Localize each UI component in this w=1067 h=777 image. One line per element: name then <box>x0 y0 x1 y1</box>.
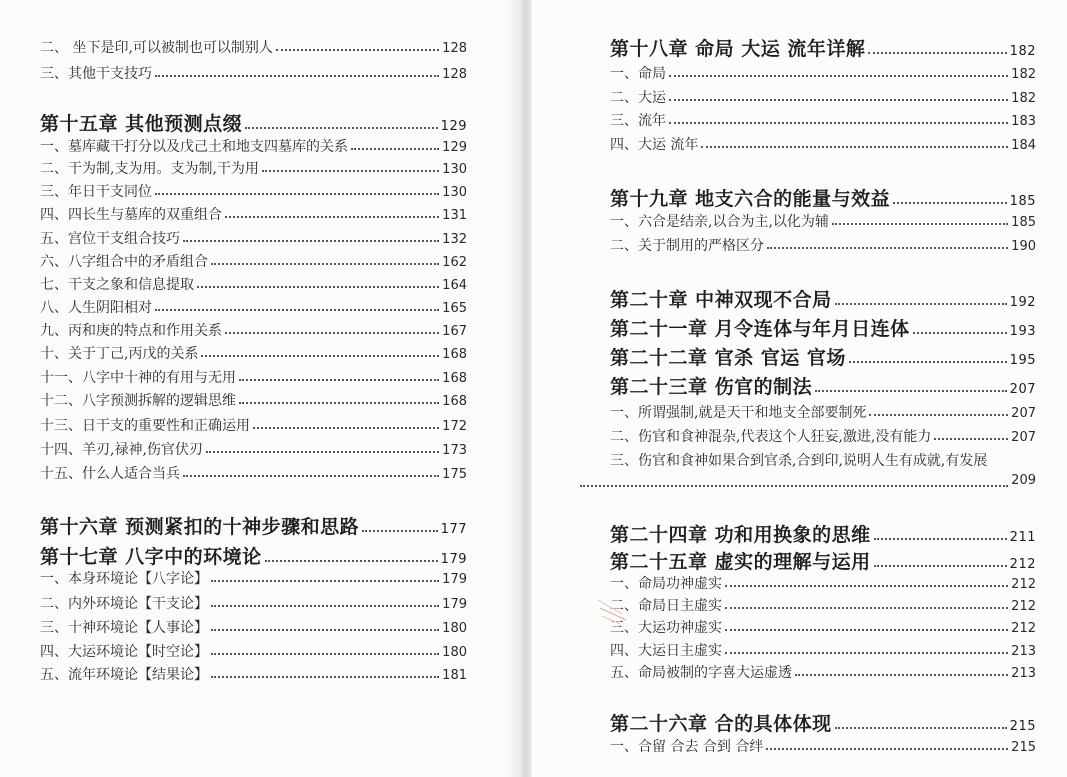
entry-title: 三、大运功神虚实 <box>610 620 722 636</box>
toc-section-entry <box>40 390 467 410</box>
page-number: 183 <box>1011 114 1036 129</box>
page-number: 190 <box>1011 239 1036 254</box>
toc-section-entry <box>40 367 467 387</box>
entry-title: 第二十三章 伤官的制法 <box>610 376 813 398</box>
entry-title: 三、十神环境论【人事论】 <box>40 620 208 636</box>
page-number: 207 <box>1011 406 1036 421</box>
dot-leader <box>155 193 439 195</box>
entry-title: 二、命局日主虚实 <box>610 598 722 614</box>
page-number: 129 <box>440 119 467 134</box>
dot-leader <box>262 170 439 172</box>
entry-title: 四、大运日主虚实 <box>610 643 722 659</box>
entry-title: 第二十五章 虚实的理解与运用 <box>610 551 871 573</box>
entry-title: 十四、羊刃,禄神,伤官伏刃 <box>40 442 203 458</box>
toc-section-entry <box>40 439 467 459</box>
right-page <box>532 0 1067 777</box>
toc-section-entry <box>40 251 467 271</box>
entry-title: 第十八章 命局 大运 流年详解 <box>610 38 866 60</box>
page-number: 128 <box>442 41 467 56</box>
toc-section-entry <box>40 63 467 83</box>
toc-section-entry <box>610 134 1036 154</box>
dot-leader <box>874 565 1007 567</box>
page-number: 215 <box>1011 740 1036 755</box>
entry-title: 三、其他干支技巧 <box>40 66 152 82</box>
dot-leader <box>669 99 1008 101</box>
dot-leader <box>725 652 1008 654</box>
dot-leader <box>211 580 439 582</box>
page-number: 179 <box>440 552 467 567</box>
entry-title: 四、四长生与墓库的双重组合 <box>40 207 222 223</box>
toc-chapter-entry <box>610 285 1036 313</box>
toc-section-entry <box>610 573 1036 593</box>
page-number: 172 <box>442 419 467 434</box>
page-number: 207 <box>1011 430 1036 445</box>
page-number: 179 <box>442 597 467 612</box>
toc-section-entry <box>610 736 1036 756</box>
page-number: 168 <box>442 347 467 362</box>
entry-title: 二、干为制,支为用。支为制,干为用 <box>40 161 259 177</box>
toc-section-entry <box>40 37 467 57</box>
dot-leader <box>832 223 1008 225</box>
dot-leader <box>766 748 1008 750</box>
page-number: 164 <box>442 278 467 293</box>
page-number: 195 <box>1009 353 1036 368</box>
toc-chapter-entry <box>40 109 467 137</box>
dot-leader <box>869 414 1008 416</box>
dot-leader <box>701 146 1008 148</box>
left-page <box>0 0 525 777</box>
page-number: 213 <box>1011 644 1036 659</box>
entry-title: 第十六章 预测紧扣的十神步骤和思路 <box>40 516 360 538</box>
entry-title: 一、本身环境论【八字论】 <box>40 571 208 587</box>
toc-section-entry <box>40 158 467 178</box>
entry-title: 十五、什么人适合当兵 <box>40 466 180 482</box>
toc-chapter-entry <box>610 709 1036 737</box>
page-number: 184 <box>1011 138 1036 153</box>
page-number: 130 <box>442 162 467 177</box>
dot-leader <box>211 263 439 265</box>
toc-section-entry <box>40 617 467 637</box>
page-number: 212 <box>1011 621 1036 636</box>
page-number: 193 <box>1009 324 1036 339</box>
toc-section-entry <box>610 235 1036 255</box>
entry-title: 四、大运环境论【时空论】 <box>40 644 208 660</box>
page-number: 212 <box>1011 577 1036 592</box>
dot-leader <box>197 286 439 288</box>
entry-title: 第十七章 八字中的环境论 <box>40 546 262 568</box>
dot-leader <box>874 538 1007 540</box>
toc-chapter-entry <box>610 184 1036 212</box>
dot-leader <box>183 475 439 477</box>
dot-leader <box>725 629 1008 631</box>
entry-title: 第二十二章 官杀 官运 官场 <box>610 347 846 369</box>
dot-leader <box>276 49 439 51</box>
dot-leader <box>669 122 1008 124</box>
toc-chapter-entry <box>610 372 1036 400</box>
pencil-mark <box>596 596 636 628</box>
entry-title: 第十九章 地支六合的能量与效益 <box>610 188 891 210</box>
entry-title: 十一、八字中十神的有用与无用 <box>40 370 236 386</box>
page-number: 165 <box>442 301 467 316</box>
dot-leader <box>934 438 1008 440</box>
entry-title: 一、命局 <box>610 66 666 82</box>
toc-section-entry <box>610 595 1036 615</box>
toc-section-entry <box>40 415 467 435</box>
page-number: 168 <box>442 394 467 409</box>
page-number: 162 <box>442 255 467 270</box>
page-number: 129 <box>442 140 467 155</box>
page-number: 213 <box>1011 666 1036 681</box>
dot-leader <box>206 451 439 453</box>
dot-leader <box>183 240 439 242</box>
entry-title: 五、宫位干支组合技巧 <box>40 231 180 247</box>
toc-section-entry <box>40 204 467 224</box>
page-number: 185 <box>1011 215 1036 230</box>
dot-leader <box>835 727 1007 729</box>
entry-title: 一、命局功神虚实 <box>610 576 722 592</box>
page-number: 212 <box>1009 557 1036 572</box>
toc-section-entry <box>610 617 1036 637</box>
dot-leader <box>767 247 1008 249</box>
dot-leader <box>351 148 439 150</box>
entry-title: 第二十章 中神双现不合局 <box>610 289 832 311</box>
toc-section-entry <box>40 181 467 201</box>
toc-chapter-entry <box>610 343 1036 371</box>
dot-leader <box>669 75 1008 77</box>
dot-leader <box>225 332 439 334</box>
dot-leader <box>815 390 1007 392</box>
page-number: 207 <box>1009 382 1036 397</box>
entry-title: 七、干支之象和信息提取 <box>40 277 194 293</box>
toc-section-entry <box>40 664 467 684</box>
entry-title: 一、墓库藏干打分以及戊己土和地支四墓库的关系 <box>40 139 348 155</box>
page-number: 132 <box>442 232 467 247</box>
dot-leader <box>239 402 439 404</box>
page-number: 182 <box>1011 91 1036 106</box>
dot-leader <box>225 216 439 218</box>
page-number: 131 <box>442 208 467 223</box>
page-number: 182 <box>1009 44 1036 59</box>
entry-title: 二、关于制用的严格区分 <box>610 238 764 254</box>
page-number: 209 <box>1011 473 1036 488</box>
entry-title: 一、所谓强制,就是天干和地支全部要制死 <box>610 405 867 421</box>
entry-title: 二、大运 <box>610 90 666 106</box>
page-number: 128 <box>442 67 467 82</box>
entry-title: 五、流年环境论【结果论】 <box>40 667 208 683</box>
toc-section-entry <box>580 473 1036 493</box>
page-number: 182 <box>1011 67 1036 82</box>
page-number: 177 <box>440 522 467 537</box>
toc-section-entry <box>40 136 467 156</box>
dot-leader <box>868 52 1006 54</box>
dot-leader <box>211 629 439 631</box>
dot-leader <box>211 676 439 678</box>
page-number: 130 <box>442 185 467 200</box>
entry-title: 二、内外环境论【干支论】 <box>40 596 208 612</box>
dot-leader <box>725 607 1008 609</box>
toc-section-entry <box>40 463 467 483</box>
toc-section-entry <box>610 402 1036 422</box>
dot-leader <box>580 485 1008 487</box>
entry-title: 第二十四章 功和用换象的思维 <box>610 524 871 546</box>
entry-title: 三、流年 <box>610 113 666 129</box>
toc-chapter-entry <box>40 512 467 540</box>
toc-entry-text <box>610 450 987 470</box>
page-number: 180 <box>442 621 467 636</box>
page-number: 215 <box>1009 719 1036 734</box>
toc-section-entry <box>610 662 1036 682</box>
dot-leader <box>253 427 439 429</box>
dot-leader <box>893 202 1007 204</box>
toc-section-entry <box>40 228 467 248</box>
entry-title: 一、合留 合去 合到 合绊 <box>610 739 764 755</box>
entry-title: 三、伤官和食神如果合到官杀,合到印,说明人生有成就,有发展 <box>610 453 988 469</box>
entry-title: 六、八字组合中的矛盾组合 <box>40 254 208 270</box>
dot-leader <box>849 361 1007 363</box>
page-number: 173 <box>442 443 467 458</box>
entry-title: 十、关于丁己,丙戊的关系 <box>40 346 199 362</box>
dot-leader <box>362 530 438 532</box>
toc-chapter-entry <box>40 542 467 570</box>
entry-title: 三、年日干支同位 <box>40 184 152 200</box>
dot-leader <box>239 379 439 381</box>
page-number: 181 <box>442 668 467 683</box>
dot-leader <box>835 303 1007 305</box>
dot-leader <box>155 309 439 311</box>
toc-section-entry <box>40 593 467 613</box>
entry-title: 第二十六章 合的具体体现 <box>610 713 832 735</box>
entry-title: 四、大运 流年 <box>610 137 699 153</box>
toc-section-entry <box>610 211 1036 231</box>
dot-leader <box>725 585 1008 587</box>
dot-leader <box>795 674 1008 676</box>
entry-title: 九、丙和庚的特点和作用关系 <box>40 323 222 339</box>
toc-section-entry <box>610 640 1036 660</box>
entry-title: 十二、八字预测拆解的逻辑思维 <box>40 393 236 409</box>
toc-section-entry <box>610 426 1036 446</box>
entry-title: 十三、日干支的重要性和正确运用 <box>40 418 250 434</box>
dot-leader <box>211 653 439 655</box>
toc-chapter-entry <box>610 547 1036 575</box>
page-number: 192 <box>1009 295 1036 310</box>
toc-chapter-entry <box>610 34 1036 62</box>
entry-title: 第十五章 其他预测点缀 <box>40 113 243 135</box>
dot-leader <box>211 605 439 607</box>
page-number: 167 <box>442 324 467 339</box>
entry-title: 八、人生阴阳相对 <box>40 300 152 316</box>
toc-section-entry <box>40 320 467 340</box>
page-number: 168 <box>442 371 467 386</box>
entry-title: 二、 坐下是印,可以被制也可以制别人 <box>40 40 273 56</box>
page-number: 180 <box>442 645 467 660</box>
entry-title: 五、命局被制的字喜大运虚透 <box>610 665 792 681</box>
toc-section-entry <box>610 110 1036 130</box>
page-number: 179 <box>442 572 467 587</box>
page-number: 212 <box>1011 599 1036 614</box>
page-number: 175 <box>442 467 467 482</box>
toc-section-entry <box>40 343 467 363</box>
toc-section-entry <box>610 63 1036 83</box>
toc-chapter-entry <box>610 520 1036 548</box>
toc-section-entry <box>40 568 467 588</box>
entry-title: 一、六合是结亲,以合为主,以化为辅 <box>610 214 829 230</box>
dot-leader <box>245 127 438 129</box>
dot-leader <box>155 75 439 77</box>
page-number: 185 <box>1009 194 1036 209</box>
toc-section-entry <box>40 274 467 294</box>
entry-title: 二、伤官和食神混杂,代表这个人狂妄,激进,没有能力 <box>610 429 932 445</box>
toc-section-entry <box>40 641 467 661</box>
page-number: 211 <box>1009 530 1036 545</box>
dot-leader <box>201 355 439 357</box>
toc-section-entry <box>40 297 467 317</box>
dot-leader <box>265 560 438 562</box>
dot-leader <box>913 332 1007 334</box>
toc-section-entry <box>610 87 1036 107</box>
toc-chapter-entry <box>610 314 1036 342</box>
entry-title: 第二十一章 月令连体与年月日连体 <box>610 318 910 340</box>
